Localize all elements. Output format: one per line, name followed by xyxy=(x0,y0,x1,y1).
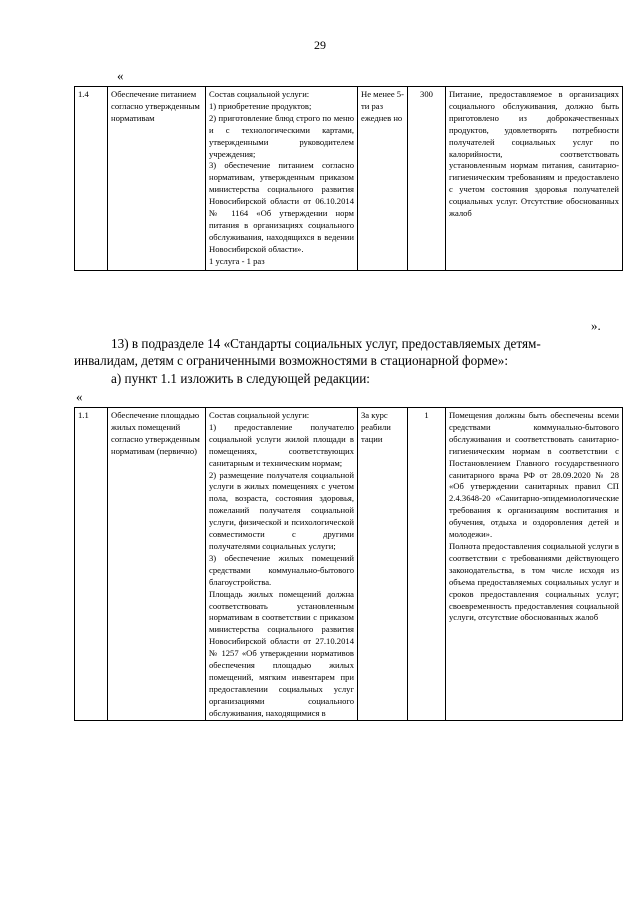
service-price: 300 xyxy=(408,87,446,271)
service-term: За курс реабили тации xyxy=(358,408,408,721)
services-table-1 xyxy=(74,86,623,271)
service-term: Не менее 5-ти раз ежеднев но xyxy=(358,87,408,271)
service-content xyxy=(206,87,358,271)
content-line: 3) обеспечение питанием согласно нормативам, утвержденным приказом министерства социального развития Новосибирской области от 06.10.2014 № 1164 «Об утверждении норм питания в организациях социального обслуживания, находящихся в ведении Новосибирской области». xyxy=(209,160,354,254)
paragraph-13-line-1: 13) в подразделе 14 «Стандарты социальных услуг, предоставляемых детям- xyxy=(111,336,541,351)
paragraph-13-line-2: инвалидам, детям с ограниченными возможностями в стационарной форме»: xyxy=(74,353,509,368)
close-quote: ». xyxy=(591,318,601,333)
content-line: 1) предоставление получателю социальной услуги жилой площади в помещениях, соответствующих санитарным и техническим нормам; xyxy=(209,421,354,468)
content-line: 2) приготовление блюд строго по меню и с технологическими картами, утвержденными руководителем учреждения; xyxy=(209,112,354,159)
row-number: 1.1 xyxy=(75,408,108,721)
content-line: Состав социальной услуги: xyxy=(209,410,310,420)
service-content xyxy=(206,408,358,721)
service-quality: Питание, предоставляемое в организациях социального обслуживания, должно быть приготовлено из доброкачественных продуктов, удовлетворять потребности получателей социальных услуг по калорийности, соответствовать установленным нормам питания, санитарно-гигиеническим требованиям и предоставлено с учетом состояния здоровья получателей социальных услуг. Отсутствие обоснованных жалоб xyxy=(446,87,623,271)
table-row xyxy=(75,408,623,721)
paragraph-a: а) пункт 1.1 изложить в следующей редакции: xyxy=(111,371,370,386)
quality-line: Полнота предоставления социальной услуги в соответствии с требованиями действующего законодательства, в том числе исходя из объема предоставляемых социальных услуг и сроков предоставления социальных услуг; своевременность предоставления социальной услуги, отсутствие обоснованных жалоб xyxy=(449,540,619,623)
quality-line: Помещения должны быть обеспечены всеми средствами коммунально-бытового обслуживания и соответствовать санитарно-гигиеническим нормам в соответствии с Постановлением Главного государственного санитарного врача РФ от 28.09.2020 № 28 «Об утверждении санитарных правил СП 2.4.3648-20 «Санитарно-эпидемиологические требования к организациям воспитания и обучения, отдыха и оздоровления детей и молодежи». xyxy=(449,410,619,540)
service-name: Обеспечение питанием согласно утвержденным нормативам xyxy=(108,87,206,271)
service-name: Обеспечение площадью жилых помещений согласно утвержденным нормативам (первично) xyxy=(108,408,206,721)
content-line: 1) приобретение продуктов; xyxy=(209,100,312,111)
page-number: 29 xyxy=(314,38,326,52)
open-quote: « xyxy=(117,68,124,83)
content-line: 1 услуга - 1 раз xyxy=(209,255,265,266)
content-line: Площадь жилых помещений должна соответствовать установленным нормативам в соответствии с приказом министерства социального развития Новосибирской области от 27.10.2014 № 1257 «Об утверждении нормативов обеспечения площадью жилых помещений, мягким инвентарем при предоставлении социальных услуг организациями социального обслуживания, находящимися в xyxy=(209,588,354,718)
service-quality xyxy=(446,408,623,721)
content-line: 3) обеспечение жилых помещений средствами коммунально-бытового благоустройства. xyxy=(209,552,354,587)
service-price: 1 xyxy=(408,408,446,721)
row-number: 1.4 xyxy=(75,87,108,271)
open-quote: « xyxy=(76,389,83,404)
content-line: Состав социальной услуги: xyxy=(209,89,310,99)
content-line: 2) размещение получателя социальной услуги в жилых помещениях с учетом пола, возраста, состояния здоровья, пожеланий получателя социальной услуги, физической и психологической совместимости с другими получателями социальных услуги; xyxy=(209,469,354,551)
table-row xyxy=(75,87,623,271)
services-table-2 xyxy=(74,407,623,721)
